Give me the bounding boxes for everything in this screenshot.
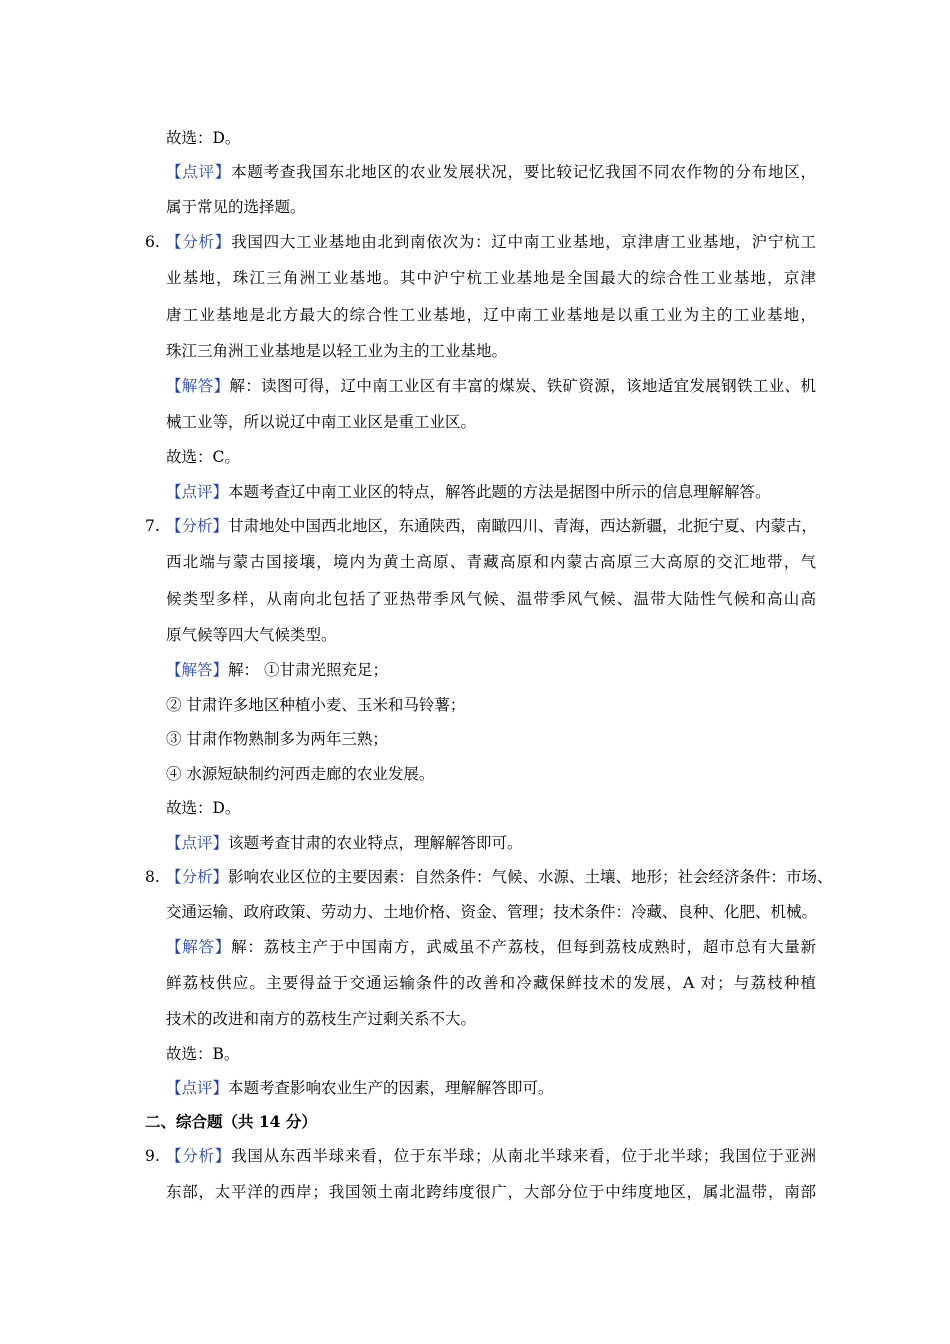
q7-number: 7. <box>145 517 160 535</box>
q8-analysis-line-1: 【分析】影响农业区位的主要因素：自然条件：气候、水源、土壤、地形；社会经济条件：市场、 <box>166 868 833 886</box>
q8-answer-line-2: 鲜荔枝供应。主要得益于交通运输条件的改善和冷藏保鲜技术的发展，A 对；与荔枝种植 <box>166 974 816 992</box>
q8-number: 8. <box>145 868 160 886</box>
q5-choice: 故选：D。 <box>166 129 241 147</box>
comment-tag: 【点评】 <box>166 163 232 181</box>
analysis-tag: 【分析】 <box>166 517 229 535</box>
analysis-tag: 【分析】 <box>166 868 229 886</box>
q7-answer-line-1: 【解答】解： ①甘肃光照充足； <box>166 661 388 679</box>
q5-comment-line-1: 【点评】本题考查我国东北地区的农业发展状况，要比较记忆我国不同农作物的分布地区， <box>166 163 816 181</box>
q8-answer-line-1: 【解答】解：荔枝主产于中国南方，武威虽不产荔枝，但每到荔枝成熟时，超市总有大量新 <box>166 938 816 956</box>
analysis-tag: 【分析】 <box>166 1147 232 1165</box>
analysis-tag: 【分析】 <box>166 233 232 251</box>
answer-tag: 【解答】 <box>166 938 232 956</box>
q7-answer-line-4: ④ 水源短缺制约河西走廊的农业发展。 <box>166 765 435 783</box>
comment-tag: 【点评】 <box>166 1079 229 1097</box>
q6-answer-line-1: 【解答】解：读图可得，辽中南工业区有丰富的煤炭、铁矿资源，该地适宜发展钢铁工业、机 <box>166 377 816 395</box>
answer-tag: 【解答】 <box>166 377 230 395</box>
comment-tag: 【点评】 <box>166 483 229 501</box>
q8-analysis-line-2: 交通运输、政府政策、劳动力、土地价格、资金、管理；技术条件：冷藏、良种、化肥、机械。 <box>166 903 818 921</box>
q7-analysis-line-1: 【分析】甘肃地处中国西北地区，东通陕西，南瞰四川、青海，西达新疆，北扼宁夏、内蒙古， <box>166 517 818 535</box>
comment-tag: 【点评】 <box>166 834 229 852</box>
q7-comment: 【点评】该题考查甘肃的农业特点，理解解答即可。 <box>166 834 523 852</box>
q5-comment-line-2: 属于常见的选择题。 <box>166 198 306 216</box>
q7-answer-line-2: ② 甘肃许多地区种植小麦、玉米和马铃薯； <box>166 696 466 714</box>
q6-answer-line-2: 械工业等，所以说辽中南工业区是重工业区。 <box>166 413 477 431</box>
q6-analysis-line-3: 唐工业基地是北方最大的综合性工业基地，辽中南工业基地是以重工业为主的工业基地， <box>166 306 816 324</box>
q6-comment: 【点评】本题考查辽中南工业区的特点，解答此题的方法是据图中所示的信息理解解答。 <box>166 483 771 501</box>
q9-analysis-line-1: 【分析】我国从东西半球来看，位于东半球；从南北半球来看，位于北半球；我国位于亚洲 <box>166 1147 816 1165</box>
q9-number: 9. <box>145 1147 160 1165</box>
q7-analysis-line-2: 西北端与蒙古国接壤，境内为黄土高原、青藏高原和内蒙古高原三大高原的交汇地带，气 <box>166 553 816 571</box>
q7-choice: 故选：D。 <box>166 799 241 817</box>
q6-analysis-line-4: 珠江三角洲工业基地是以轻工业为主的工业基地。 <box>166 342 508 360</box>
q6-analysis-line-2: 业基地，珠江三角洲工业基地。其中沪宁杭工业基地是全国最大的综合性工业基地，京津 <box>166 269 816 287</box>
q6-analysis-line-1: 【分析】我国四大工业基地由北到南依次为：辽中南工业基地，京津唐工业基地，沪宁杭工 <box>166 233 816 251</box>
q7-answer-line-3: ③ 甘肃作物熟制多为两年三熟； <box>166 730 388 748</box>
q9-analysis-line-2: 东部，太平洋的西岸；我国领土南北跨纬度很广，大部分位于中纬度地区，属北温带，南部 <box>166 1183 816 1201</box>
q6-number: 6. <box>145 233 160 251</box>
section-2-heading: 二、综合题（共 14 分） <box>145 1112 317 1131</box>
q7-analysis-line-3: 候类型多样，从南向北包括了亚热带季风气候、温带季风气候、温带大陆性气候和高山高 <box>166 590 816 608</box>
answer-tag: 【解答】 <box>166 661 229 679</box>
q8-choice: 故选：B。 <box>166 1045 240 1063</box>
q8-answer-line-3: 技术的改进和南方的荔枝生产过剩关系不大。 <box>166 1010 477 1028</box>
q7-analysis-line-4: 原气候等四大气候类型。 <box>166 626 337 644</box>
q6-choice: 故选：C。 <box>166 448 240 466</box>
q8-comment: 【点评】本题考查影响农业生产的因素，理解解答即可。 <box>166 1079 554 1097</box>
